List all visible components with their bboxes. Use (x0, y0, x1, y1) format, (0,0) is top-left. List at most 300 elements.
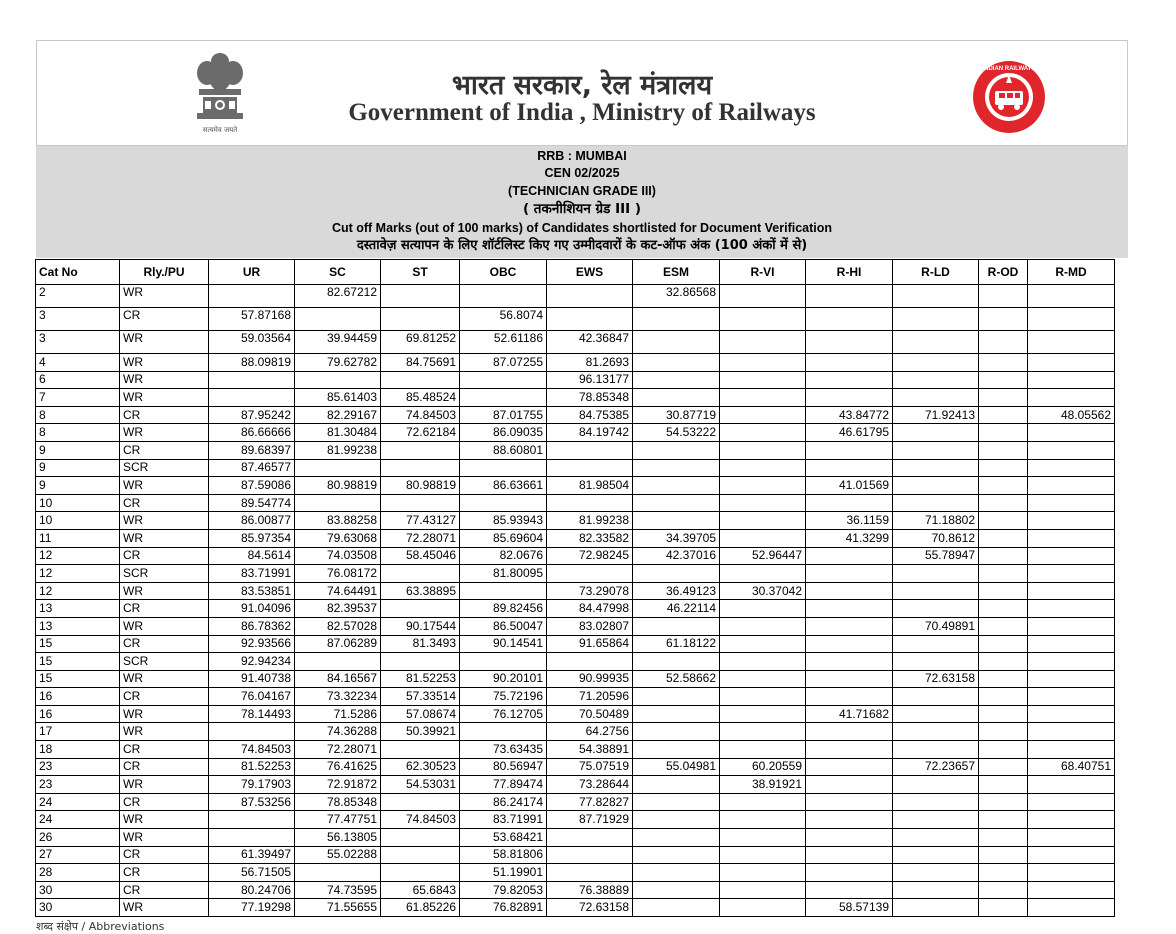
table-cell (806, 600, 893, 618)
table-cell (806, 617, 893, 635)
table-cell: 75.72196 (460, 688, 547, 706)
table-cell: CR (120, 406, 209, 424)
table-cell (893, 308, 979, 331)
table-cell: 87.01755 (460, 406, 547, 424)
table-cell (633, 881, 720, 899)
table-cell: 82.0676 (460, 547, 547, 565)
table-cell (806, 285, 893, 308)
table-cell: 87.59086 (209, 477, 295, 495)
table-cell (1028, 688, 1115, 706)
table-cell: 87.95242 (209, 406, 295, 424)
table-cell (806, 793, 893, 811)
table-row (36, 829, 1115, 847)
table-cell: WR (120, 723, 209, 741)
table-cell: 36.1159 (806, 512, 893, 530)
table-cell (720, 371, 806, 389)
table-cell (893, 705, 979, 723)
notice-info (36, 146, 1128, 258)
table-cell: WR (120, 899, 209, 917)
table-cell (979, 547, 1028, 565)
table-cell (806, 459, 893, 477)
title-hindi: भारत सरकार, रेल मंत्रालय (451, 70, 713, 101)
table-cell: 81.3493 (381, 635, 460, 653)
table-cell: 54.53222 (633, 424, 720, 442)
table-cell: WR (120, 705, 209, 723)
table-cell: 91.65864 (547, 635, 633, 653)
table-cell (381, 846, 460, 864)
table-row (36, 758, 1115, 776)
table-cell: 72.91872 (295, 776, 381, 794)
table-cell: WR (120, 811, 209, 829)
table-cell (460, 285, 547, 308)
table-cell: 10 (36, 494, 120, 512)
table-cell: 91.40738 (209, 670, 295, 688)
table-row (36, 371, 1115, 389)
table-cell (633, 793, 720, 811)
table-cell (633, 741, 720, 759)
table-cell: 6 (36, 371, 120, 389)
indian-railways-logo-icon (971, 59, 1047, 135)
table-cell (295, 864, 381, 882)
table-cell (979, 582, 1028, 600)
table-cell (460, 371, 547, 389)
table-cell: 57.33514 (381, 688, 460, 706)
table-cell: 88.09819 (209, 354, 295, 372)
table-cell (720, 846, 806, 864)
table-cell (633, 688, 720, 706)
table-cell (720, 600, 806, 618)
table-cell (381, 308, 460, 331)
table-cell: 7 (36, 389, 120, 407)
table-cell: 79.63068 (295, 529, 381, 547)
table-cell: 15 (36, 635, 120, 653)
title-english: Government of India , Ministry of Railways (348, 99, 816, 126)
column-header: ESM (633, 260, 720, 285)
table-cell (1028, 441, 1115, 459)
table-cell (209, 371, 295, 389)
table-cell: 87.07255 (460, 354, 547, 372)
cutoff-description-hindi: दस्तावेज़ सत्यापन के लिए शॉर्टलिस्ट किए गए उम्मीदवारों के कट-ऑफ अंक (100 अंकों में से) (356, 238, 808, 253)
rrb-name: RRB : MUMBAI (537, 149, 627, 163)
table-cell: 9 (36, 459, 120, 477)
table-cell (633, 389, 720, 407)
table-cell (547, 494, 633, 512)
table-cell: 82.57028 (295, 617, 381, 635)
table-cell (720, 354, 806, 372)
table-cell: CR (120, 846, 209, 864)
table-cell (979, 653, 1028, 671)
table-cell: 70.8612 (893, 529, 979, 547)
table-cell: 61.39497 (209, 846, 295, 864)
table-cell (979, 741, 1028, 759)
table-cell: WR (120, 424, 209, 442)
table-cell: SCR (120, 565, 209, 583)
table-cell (1028, 899, 1115, 917)
column-header: R-VI (720, 260, 806, 285)
table-cell: CR (120, 741, 209, 759)
table-cell: 39.94459 (295, 331, 381, 354)
table-cell (547, 308, 633, 331)
table-cell (720, 653, 806, 671)
table-cell: 60.20559 (720, 758, 806, 776)
table-cell: 80.24706 (209, 881, 295, 899)
table-cell (720, 285, 806, 308)
table-cell: 74.03508 (295, 547, 381, 565)
table-cell (1028, 600, 1115, 618)
table-cell: 56.13805 (295, 829, 381, 847)
table-cell: 86.50047 (460, 617, 547, 635)
table-cell: 76.12705 (460, 705, 547, 723)
table-cell: CR (120, 441, 209, 459)
table-cell (209, 285, 295, 308)
table-cell (1028, 424, 1115, 442)
table-cell (979, 494, 1028, 512)
table-cell (806, 776, 893, 794)
table-cell (893, 741, 979, 759)
table-cell (1028, 494, 1115, 512)
table-cell: 76.41625 (295, 758, 381, 776)
cutoff-table (35, 259, 1115, 917)
table-cell: 55.02288 (295, 846, 381, 864)
table-cell (979, 406, 1028, 424)
table-cell (720, 512, 806, 530)
table-cell: 78.85348 (547, 389, 633, 407)
table-cell (893, 477, 979, 495)
table-cell (893, 389, 979, 407)
table-cell: CR (120, 758, 209, 776)
table-cell: 65.6843 (381, 881, 460, 899)
table-cell (806, 811, 893, 829)
table-cell: CR (120, 635, 209, 653)
table-cell (720, 565, 806, 583)
table-cell: 81.99238 (547, 512, 633, 530)
table-cell (893, 653, 979, 671)
table-cell (893, 459, 979, 477)
table-cell: 30 (36, 899, 120, 917)
table-cell (1028, 529, 1115, 547)
table-cell: 71.55655 (295, 899, 381, 917)
table-cell: 80.98819 (381, 477, 460, 495)
column-header: SC (295, 260, 381, 285)
table-cell: WR (120, 829, 209, 847)
table-cell (1028, 846, 1115, 864)
table-cell: WR (120, 512, 209, 530)
table-cell: 24 (36, 793, 120, 811)
table-cell (209, 829, 295, 847)
table-cell: 12 (36, 547, 120, 565)
table-cell (893, 881, 979, 899)
table-row (36, 776, 1115, 794)
table-cell (979, 723, 1028, 741)
table-row (36, 864, 1115, 882)
table-cell: 90.99935 (547, 670, 633, 688)
column-header: ST (381, 260, 460, 285)
table-cell: 23 (36, 776, 120, 794)
table-cell: 28 (36, 864, 120, 882)
table-row (36, 582, 1115, 600)
table-cell: 87.06289 (295, 635, 381, 653)
table-cell (209, 811, 295, 829)
table-cell: 85.69604 (460, 529, 547, 547)
table-cell: 81.52253 (209, 758, 295, 776)
table-cell: 57.87168 (209, 308, 295, 331)
column-header: R-MD (1028, 260, 1115, 285)
table-cell (806, 688, 893, 706)
table-cell (806, 846, 893, 864)
table-cell (979, 617, 1028, 635)
table-cell (1028, 776, 1115, 794)
table-cell: 79.62782 (295, 354, 381, 372)
table-cell (1028, 811, 1115, 829)
table-cell: CR (120, 688, 209, 706)
table-cell (893, 331, 979, 354)
table-cell (633, 441, 720, 459)
table-cell: 52.96447 (720, 547, 806, 565)
table-cell (720, 308, 806, 331)
table-row (36, 793, 1115, 811)
table-cell (1028, 459, 1115, 477)
table-cell (1028, 389, 1115, 407)
table-cell: 38.91921 (720, 776, 806, 794)
table-cell (893, 793, 979, 811)
table-cell (893, 864, 979, 882)
table-cell (720, 723, 806, 741)
table-cell (633, 565, 720, 583)
table-cell (979, 635, 1028, 653)
table-cell: 77.43127 (381, 512, 460, 530)
table-cell: 30.37042 (720, 582, 806, 600)
table-cell (1028, 705, 1115, 723)
table-cell (806, 864, 893, 882)
table-cell: 30 (36, 881, 120, 899)
table-cell: 78.14493 (209, 705, 295, 723)
table-cell: 89.54774 (209, 494, 295, 512)
table-cell (460, 389, 547, 407)
table-cell (979, 354, 1028, 372)
table-cell (979, 529, 1028, 547)
table-cell: 73.32234 (295, 688, 381, 706)
table-cell (893, 371, 979, 389)
table-cell: 83.02807 (547, 617, 633, 635)
table-cell (979, 881, 1028, 899)
table-cell (979, 459, 1028, 477)
table-cell (979, 441, 1028, 459)
table-cell (720, 688, 806, 706)
table-cell (979, 331, 1028, 354)
table-cell (979, 776, 1028, 794)
table-cell: 87.46577 (209, 459, 295, 477)
table-cell: WR (120, 389, 209, 407)
table-cell: 74.84503 (381, 811, 460, 829)
table-cell (381, 494, 460, 512)
table-cell: 58.45046 (381, 547, 460, 565)
table-cell (806, 389, 893, 407)
table-cell (633, 477, 720, 495)
table-cell (806, 670, 893, 688)
table-cell: 86.00877 (209, 512, 295, 530)
table-cell (209, 389, 295, 407)
table-cell: 77.82827 (547, 793, 633, 811)
table-cell (1028, 512, 1115, 530)
table-row (36, 285, 1115, 308)
table-cell (633, 811, 720, 829)
table-cell (893, 285, 979, 308)
table-cell (381, 371, 460, 389)
letterhead (36, 40, 1128, 146)
table-row (36, 705, 1115, 723)
table-cell: 17 (36, 723, 120, 741)
table-cell: 74.84503 (381, 406, 460, 424)
table-cell: 63.38895 (381, 582, 460, 600)
table-cell: 72.63158 (547, 899, 633, 917)
table-cell (1028, 331, 1115, 354)
table-cell (893, 811, 979, 829)
table-cell (979, 424, 1028, 442)
table-cell: 15 (36, 653, 120, 671)
table-cell: WR (120, 617, 209, 635)
table-cell (893, 582, 979, 600)
table-cell: 80.56947 (460, 758, 547, 776)
table-cell: 92.94234 (209, 653, 295, 671)
table-cell: 56.8074 (460, 308, 547, 331)
table-cell: 4 (36, 354, 120, 372)
table-cell: 82.39537 (295, 600, 381, 618)
table-cell: 84.47998 (547, 600, 633, 618)
cen-number: CEN 02/2025 (544, 166, 620, 180)
table-cell (1028, 285, 1115, 308)
table-cell (720, 705, 806, 723)
table-cell: 91.04096 (209, 600, 295, 618)
table-cell: 52.61186 (460, 331, 547, 354)
table-row (36, 477, 1115, 495)
table-cell (979, 600, 1028, 618)
table-cell: 90.14541 (460, 635, 547, 653)
table-cell (633, 829, 720, 847)
table-cell (720, 793, 806, 811)
table-row (36, 406, 1115, 424)
table-cell (381, 829, 460, 847)
table-cell (1028, 635, 1115, 653)
table-cell: 46.61795 (806, 424, 893, 442)
table-cell (1028, 477, 1115, 495)
table-cell: 84.19742 (547, 424, 633, 442)
table-cell: 74.84503 (209, 741, 295, 759)
table-cell: 2 (36, 285, 120, 308)
table-cell: 62.30523 (381, 758, 460, 776)
table-cell: 41.01569 (806, 477, 893, 495)
table-cell: 86.63661 (460, 477, 547, 495)
table-cell: 71.92413 (893, 406, 979, 424)
table-cell (547, 285, 633, 308)
table-cell (979, 793, 1028, 811)
table-cell: 74.73595 (295, 881, 381, 899)
table-cell (893, 688, 979, 706)
table-cell: 53.68421 (460, 829, 547, 847)
table-cell (381, 864, 460, 882)
table-cell (979, 512, 1028, 530)
table-cell (720, 811, 806, 829)
table-cell (720, 670, 806, 688)
table-cell: 55.78947 (893, 547, 979, 565)
table-row (36, 529, 1115, 547)
column-header: Cat No (36, 260, 120, 285)
table-cell: 83.71991 (209, 565, 295, 583)
table-cell (720, 899, 806, 917)
table-cell (547, 459, 633, 477)
table-cell: WR (120, 331, 209, 354)
table-cell: 54.38891 (547, 741, 633, 759)
table-cell: CR (120, 881, 209, 899)
table-cell: 42.36847 (547, 331, 633, 354)
table-cell: 12 (36, 582, 120, 600)
table-cell: 61.85226 (381, 899, 460, 917)
table-cell: CR (120, 864, 209, 882)
table-cell: 75.07519 (547, 758, 633, 776)
table-cell: CR (120, 494, 209, 512)
table-cell: 89.68397 (209, 441, 295, 459)
table-cell (460, 582, 547, 600)
table-cell (806, 758, 893, 776)
table-cell: 84.16567 (295, 670, 381, 688)
table-cell: WR (120, 371, 209, 389)
table-cell: 72.63158 (893, 670, 979, 688)
table-cell: 81.30484 (295, 424, 381, 442)
table-cell: 51.19901 (460, 864, 547, 882)
table-cell: 83.71991 (460, 811, 547, 829)
table-cell: 18 (36, 741, 120, 759)
table-cell: 72.28071 (295, 741, 381, 759)
table-cell: 86.66666 (209, 424, 295, 442)
table-cell (295, 371, 381, 389)
table-cell (633, 308, 720, 331)
table-cell (979, 811, 1028, 829)
table-cell: 79.17903 (209, 776, 295, 794)
table-cell (720, 881, 806, 899)
table-cell: CR (120, 547, 209, 565)
table-cell: 81.2693 (547, 354, 633, 372)
table-cell (720, 617, 806, 635)
table-cell (979, 758, 1028, 776)
table-cell (295, 494, 381, 512)
table-cell (547, 829, 633, 847)
table-cell (720, 529, 806, 547)
table-cell (633, 354, 720, 372)
table-row (36, 653, 1115, 671)
table-cell: WR (120, 776, 209, 794)
table-cell (720, 477, 806, 495)
table-cell: WR (120, 354, 209, 372)
table-cell (633, 512, 720, 530)
table-cell: 8 (36, 406, 120, 424)
table-cell (1028, 308, 1115, 331)
table-cell: 72.62184 (381, 424, 460, 442)
table-cell (1028, 547, 1115, 565)
table-cell (633, 705, 720, 723)
table-cell (979, 670, 1028, 688)
table-header-row (36, 260, 1115, 285)
table-row (36, 494, 1115, 512)
table-cell: 85.48524 (381, 389, 460, 407)
table-cell: 12 (36, 565, 120, 583)
table-cell (381, 793, 460, 811)
table-row (36, 354, 1115, 372)
table-cell: 57.08674 (381, 705, 460, 723)
table-cell (979, 371, 1028, 389)
table-cell: 69.81252 (381, 331, 460, 354)
table-cell: 34.39705 (633, 529, 720, 547)
table-cell: 81.99238 (295, 441, 381, 459)
table-cell: 16 (36, 688, 120, 706)
